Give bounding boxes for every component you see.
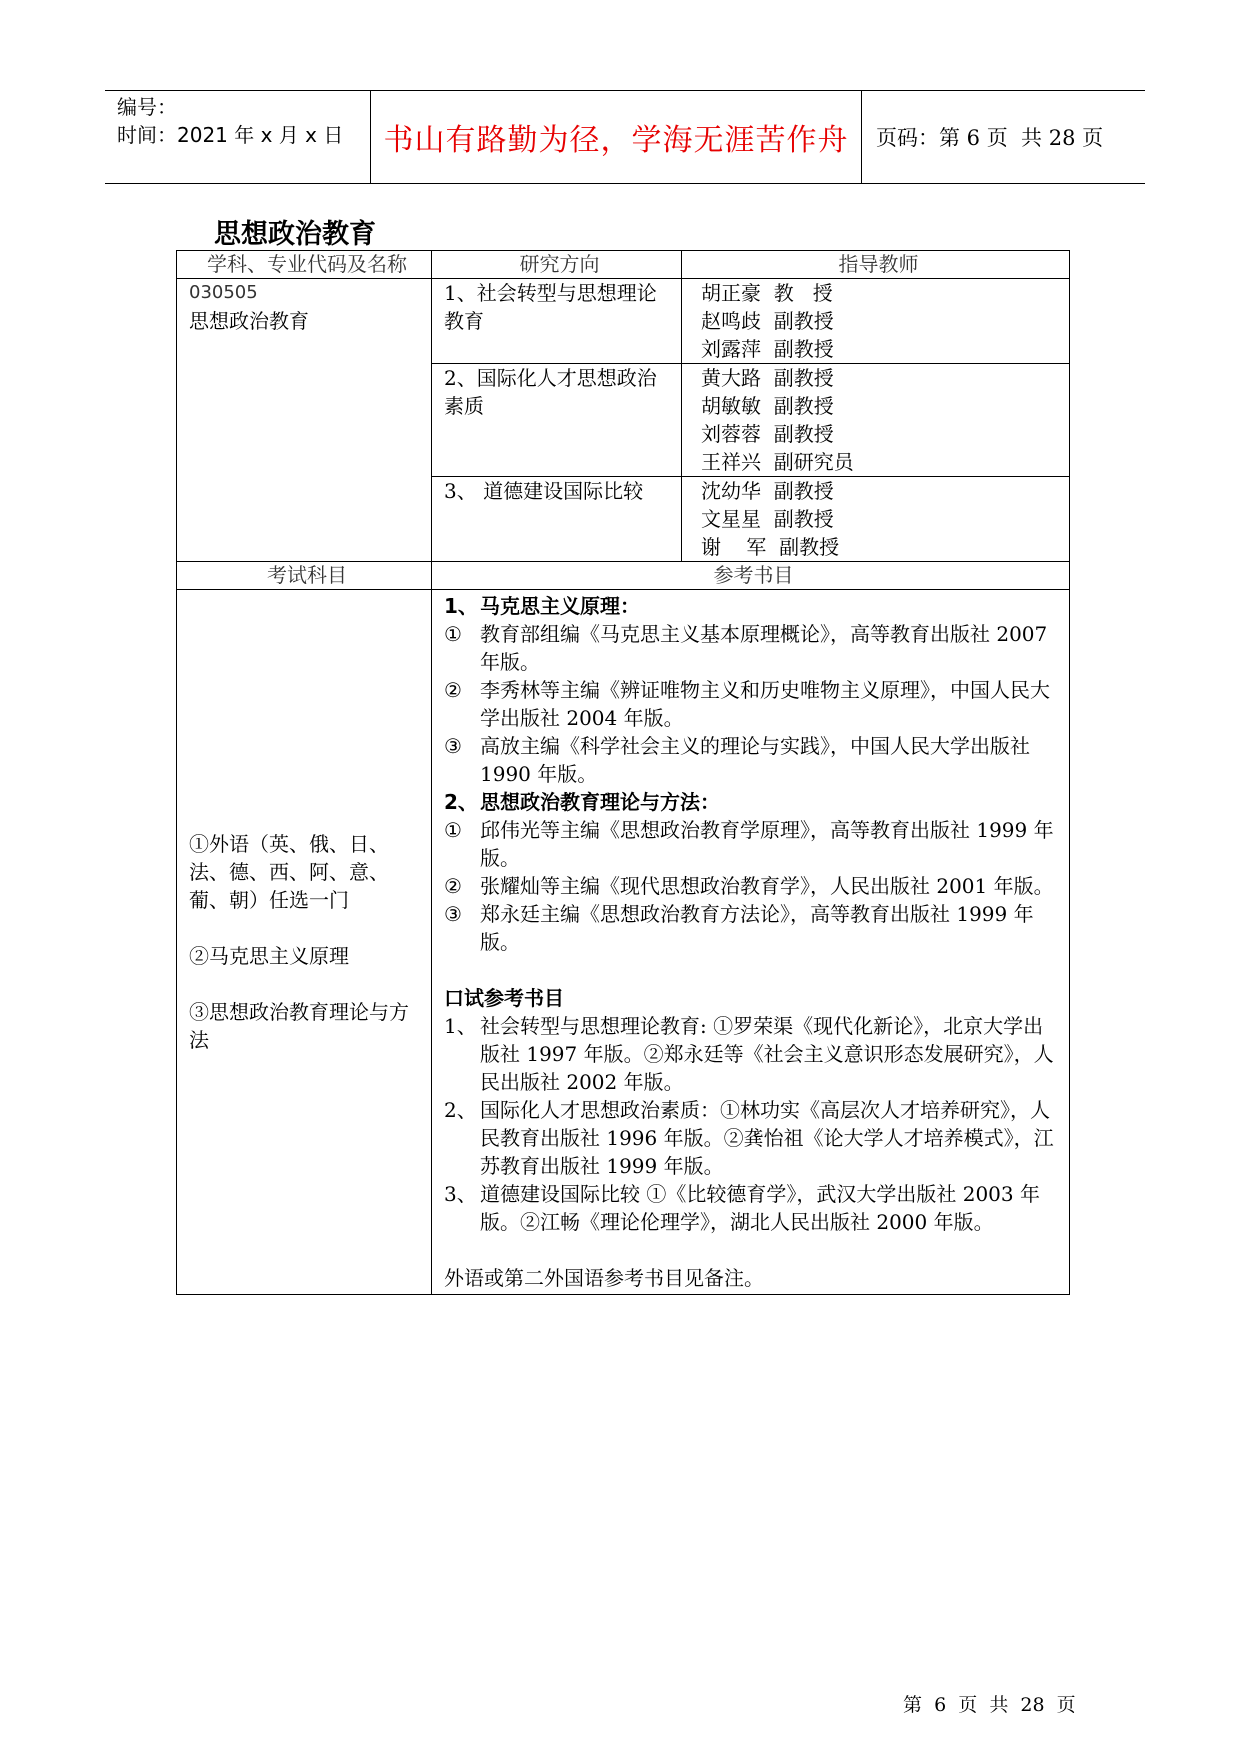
table-row [177, 279, 1070, 364]
motto: 书山有路勤为径，学海无涯苦作舟 [370, 91, 862, 183]
teacher: 赵鸣歧 副教授 [701, 309, 834, 333]
exam-cell [177, 590, 432, 1295]
item-marker: 3、 [444, 1182, 477, 1206]
oral-heading: 口试参考书目 [444, 986, 564, 1010]
direction-cell: 1、社会转型与思想理论教育 [432, 279, 682, 364]
ref-item [444, 676, 1061, 732]
item-text: 邱伟光等主编《思想政治教育学原理》，高等教育出版社 1999 年版。 [480, 818, 1054, 870]
item-marker: ① [444, 818, 462, 842]
exam-item: ③思想政治教育理论与方法 [189, 1000, 409, 1052]
refs-cell [432, 590, 1070, 1295]
subject-code: 030505 [189, 282, 258, 303]
subject-cell [177, 279, 432, 562]
header-direction: 研究方向 [432, 251, 682, 279]
table-header-row [177, 251, 1070, 279]
item-marker: ③ [444, 734, 462, 758]
section-number: 1、 [444, 594, 478, 618]
item-text: 高放主编《科学社会主义的理论与实践》，中国人民大学出版社 1990 年版。 [480, 734, 1030, 786]
item-text: 李秀林等主编《辨证唯物主义和历史唯物主义原理》，中国人民大学出版社 2004 年版。 [480, 678, 1050, 730]
ref-section-heading [444, 592, 1061, 620]
teacher: 胡敏敏 副教授 [701, 394, 834, 418]
item-text: 社会转型与思想理论教育: ①罗荣渠《现代化新论》，北京大学出版社 1997 年版。②郑永廷等《社会主义意识形态发展研究》，人民出版社 2002 年版。 [480, 1014, 1054, 1094]
item-text: 郑永廷主编《思想政治教育方法论》，高等教育出版社 1999 年版。 [480, 902, 1034, 954]
header-advisor: 指导教师 [682, 251, 1070, 279]
teacher: 谢 军 副教授 [701, 535, 840, 559]
ref-item [444, 732, 1061, 788]
item-text: 教育部组编《马克思主义基本原理概论》，高等教育出版社 2007 年版。 [480, 622, 1048, 674]
item-text: 国际化人才思想政治素质：①林功实《高层次人才培养研究》，人民教育出版社 1996 年版。②龚怡祖《论大学人才培养模式》，江苏教育出版社 1999 年版。 [480, 1098, 1054, 1178]
section-number: 2、 [444, 790, 478, 814]
teacher-cell [682, 364, 1070, 477]
time-label: 时间：2021 年 x 月 x 日 [117, 123, 344, 147]
page-footer: 第 6 页 共 28 页 [903, 1694, 1076, 1716]
subject-name: 思想政治教育 [189, 309, 309, 333]
header-exam: 考试科目 [177, 562, 432, 590]
item-text: 道德建设国际比较 ①《比较德育学》，武汉大学出版社 2003 年版。②江畅《理论伦理学》，湖北人民出版社 2000 年版。 [480, 1182, 1040, 1234]
header-refs: 参考书目 [432, 562, 1070, 590]
table-row [177, 590, 1070, 1295]
teacher: 胡正豪 教 授 [701, 281, 833, 305]
program-table [176, 250, 1070, 1295]
direction-cell: 3、 道德建设国际比较 [432, 477, 682, 562]
header-subject: 学科、专业代码及名称 [177, 251, 432, 279]
item-marker: ② [444, 678, 462, 702]
item-marker: 2、 [444, 1098, 477, 1122]
exam-item: ②马克思主义原理 [189, 944, 349, 968]
page-header [105, 90, 1145, 184]
ref-note: 外语或第二外国语参考书目见备注。 [444, 1266, 764, 1290]
oral-item [444, 1012, 1061, 1096]
ref-section-heading [444, 788, 1061, 816]
teacher: 沈幼华 副教授 [701, 479, 834, 503]
item-marker: ① [444, 622, 462, 646]
oral-item [444, 1180, 1061, 1236]
teacher: 王祥兴 副研究员 [701, 450, 854, 474]
oral-item [444, 1096, 1061, 1180]
number-label: 编号： [117, 95, 177, 119]
teacher: 文星星 副教授 [701, 507, 834, 531]
teacher-cell [682, 279, 1070, 364]
table-header-row [177, 562, 1070, 590]
ref-item [444, 816, 1061, 872]
page-indicator [862, 91, 1145, 183]
teacher: 刘露萍 副教授 [701, 337, 834, 361]
direction-cell: 2、国际化人才思想政治素质 [432, 364, 682, 477]
ref-item [444, 900, 1061, 956]
item-text: 张耀灿等主编《现代思想政治教育学》，人民出版社 2001 年版。 [480, 874, 1054, 898]
exam-item: ①外语（英、俄、日、法、德、西、阿、意、葡、朝）任选一门 [189, 832, 389, 912]
item-marker: 1、 [444, 1014, 477, 1038]
section-title: 马克思主义原理： [480, 594, 640, 618]
page-label: 页码：第 6 页 共 28 页 [876, 126, 1104, 150]
teacher-cell [682, 477, 1070, 562]
ref-item [444, 620, 1061, 676]
section-title: 思想政治教育理论与方法： [480, 790, 720, 814]
item-marker: ③ [444, 902, 462, 926]
page-title: 思想政治教育 [214, 219, 376, 250]
ref-item [444, 872, 1061, 900]
header-meta [105, 91, 370, 183]
teacher: 刘蓉蓉 副教授 [701, 422, 834, 446]
item-marker: ② [444, 874, 462, 898]
teacher: 黄大路 副教授 [701, 366, 834, 390]
